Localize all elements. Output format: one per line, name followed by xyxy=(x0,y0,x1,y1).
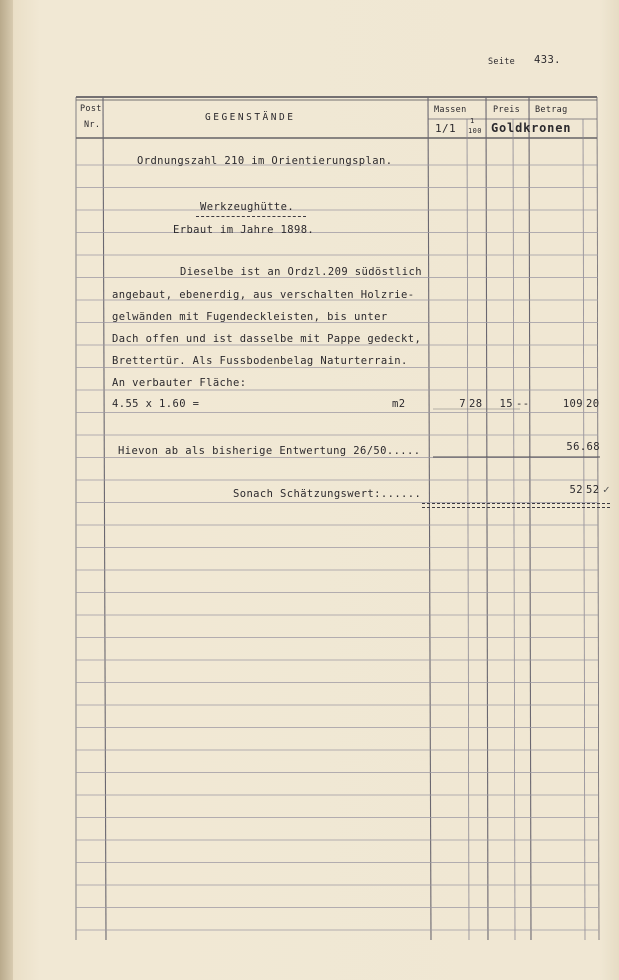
preis-dec: -- xyxy=(516,398,530,410)
body-ordnungszahl: Ordnungszahl 210 im Orientierungsplan. xyxy=(137,155,393,167)
header-gegenstaende: GEGENSTÄNDE xyxy=(205,112,296,123)
body-heading: Werkzeughütte. xyxy=(200,201,295,213)
result-dec: 52 xyxy=(586,484,600,496)
preis-int: 15 xyxy=(499,398,513,410)
header-nr: Nr. xyxy=(84,120,101,130)
header-fraction-den: 100 xyxy=(468,127,482,135)
header-massen: Massen xyxy=(434,105,467,115)
body-desc-4: Dach offen und ist dasselbe mit Pappe gedeckt, xyxy=(112,333,422,345)
heading-underline xyxy=(196,216,306,217)
header-preis: Preis xyxy=(493,105,521,115)
deduction-amount: 56.68 xyxy=(566,441,600,453)
body-desc-5: Brettertür. Als Fussbodenbelag Naturterrain. xyxy=(112,355,408,367)
result-label: Sonach Schätzungswert:...... xyxy=(233,488,422,500)
header-post: Post xyxy=(80,104,102,114)
result-int: 52 xyxy=(569,484,583,496)
mass-dec: 28 xyxy=(469,398,483,410)
body-desc-2: angebaut, ebenerdig, aus verschalten Holzrie- xyxy=(112,289,415,301)
body-desc-1: Dieselbe ist an Ordzl.209 südöstlich xyxy=(180,266,422,278)
body-subheading: Erbaut im Jahre 1898. xyxy=(173,224,315,236)
betrag1-dec: 20 xyxy=(586,398,600,410)
check-tick: ✓ xyxy=(603,483,611,496)
betrag1-int: 109 xyxy=(562,398,583,410)
page-label: Seite xyxy=(488,57,516,67)
header-massen-full: 1/1 xyxy=(435,122,457,135)
deduction-label: Hievon ab als bisherige Entwertung 26/50..... xyxy=(118,445,421,457)
total-double-underline xyxy=(422,503,610,508)
header-betrag: Betrag xyxy=(535,105,568,115)
header-currency: Goldkronen xyxy=(491,121,572,135)
mass-int: 7 xyxy=(459,398,466,410)
page-number: 433. xyxy=(534,54,561,66)
header-fraction-num: 1 xyxy=(470,117,475,125)
body-calc: 4.55 x 1.60 = xyxy=(112,398,200,410)
body-unit: m2 xyxy=(392,398,406,410)
body-area-label: An verbauter Fläche: xyxy=(112,377,247,389)
body-desc-3: gelwänden mit Fugendeckleisten, bis unter xyxy=(112,311,388,323)
